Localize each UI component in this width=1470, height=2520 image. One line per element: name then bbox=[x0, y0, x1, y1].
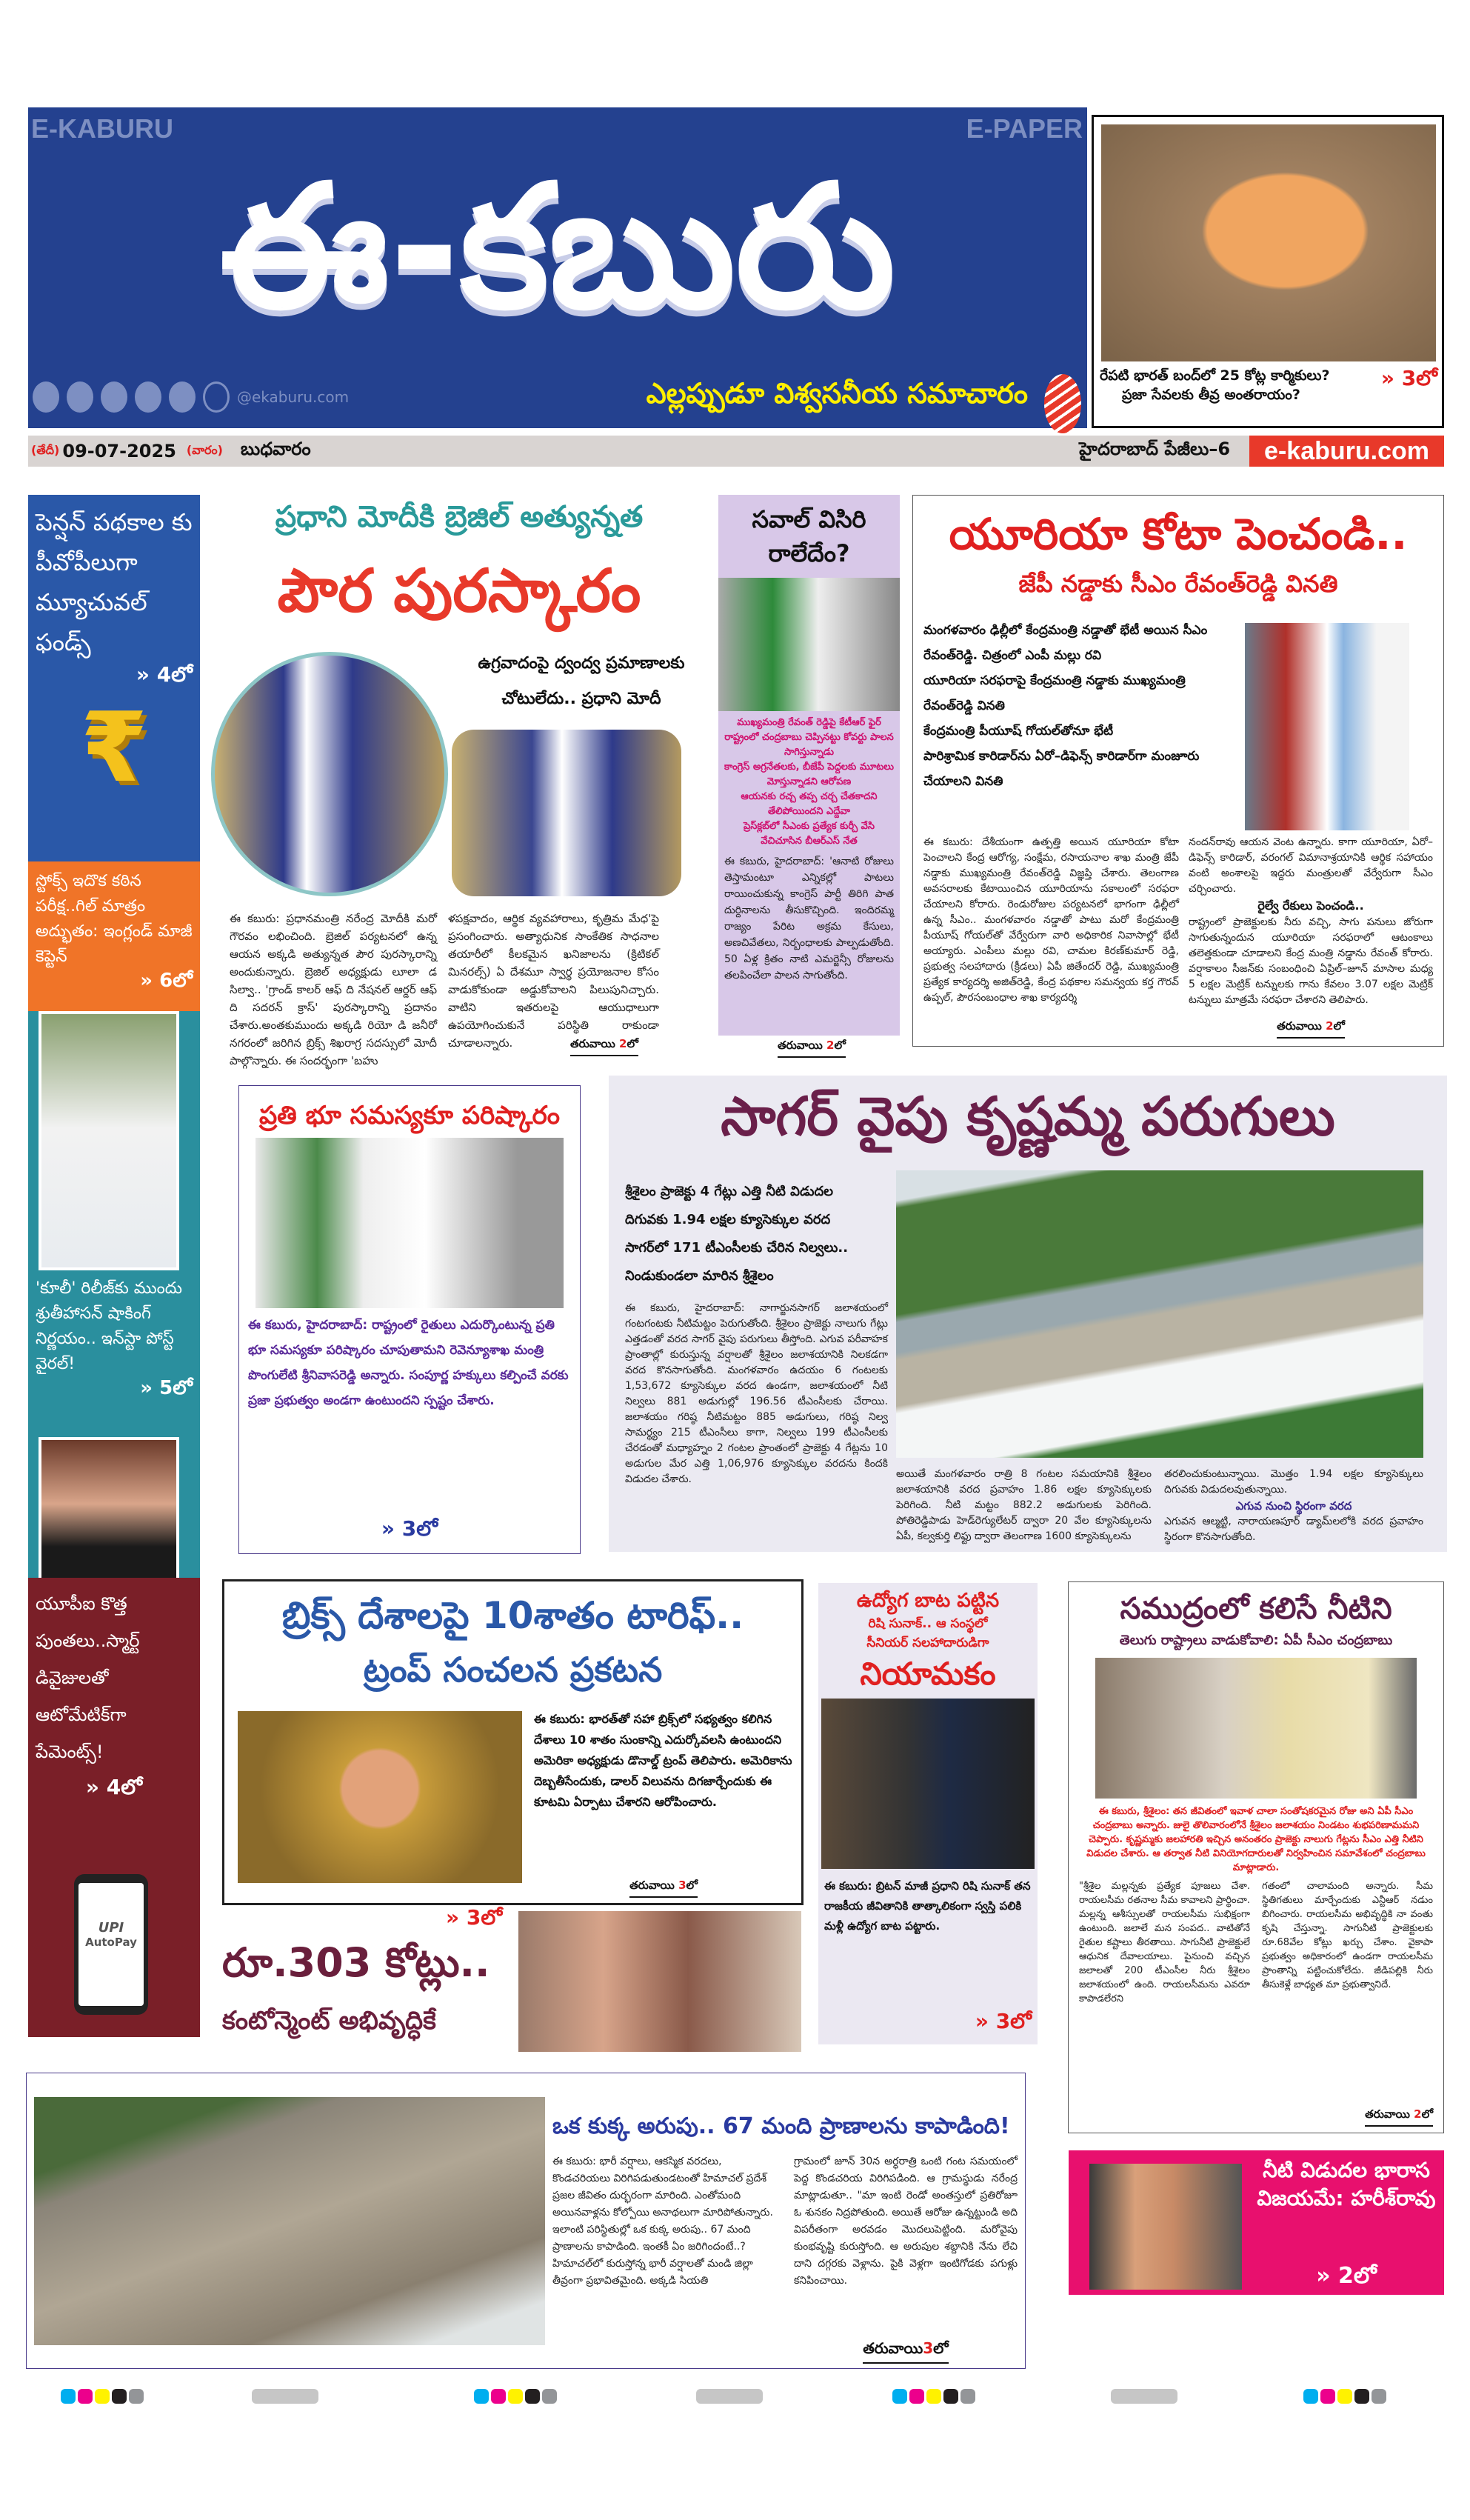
india-chains-image bbox=[1101, 124, 1436, 361]
urea-col2 bbox=[1189, 835, 1433, 1039]
modi-headline: పౌర పురస్కారం bbox=[277, 556, 641, 625]
land-story[interactable] bbox=[238, 1085, 581, 1554]
urea-col2-text bbox=[1189, 835, 1433, 1016]
rishi-ref[interactable]: » 3లో bbox=[975, 2009, 1032, 2033]
rail-text: పెన్షన్ పథకాల కు పీవోపీలుగా మ్యూచువల్ ఫండ్స్ bbox=[36, 508, 193, 656]
sagar-body-col2: అయితే మంగళవారం రాత్రి 8 గంటల సమయానికి శ్రీశైలం జలాశయానికి వరద ప్రవాహం 1.86 లక్షల క్యూసెక్కులకు పెరిగింది. నీటి మట్టం 882.2 అడుగులకు పెరిగింది. పోతిరెడ్డిపాడు హెడ్‌రెగ్యులేటర్ ద్వారా 20 వేల క్యూసెక్కులను ఏపీ, కల్వకుర్తి లిఫ్టు ద్వారా తెలంగాణ 1600 క్యూసెక్కులను bbox=[896, 1468, 1152, 1542]
continued-label: తరువాయి bbox=[863, 2339, 923, 2357]
ktr-body: ఈ కబురు, హైదరాబాద్: 'ఆనాటి రోజులు తెస్తామంటూ ఎన్నికల్లో పాటలు రాయించుకున్న కాంగ్రెస్ పార్టీ తిరిగి పాత దుర్దినాలను తీసుకొచ్చింది. ఇందిరమ్మ రాజ్యం పేరిట అక్రమ కేసులు, అణచివేతలు, నిర్బంధాలకు పాల్పడుతోంది. 50 ఏళ్ల క్రితం నాటి ఎమర్జెన్సీ రోజులను తలపించేలా పాలన సాగుతోంది. bbox=[724, 856, 894, 981]
sagar-col3 bbox=[1164, 1467, 1423, 1550]
continued-suffix: లో bbox=[933, 2339, 949, 2357]
dog-continued[interactable] bbox=[863, 2339, 949, 2364]
teaser-text bbox=[1100, 366, 1437, 404]
bullet: యూరియా సరఫరాపై కేంద్రమంత్రి నడ్డాకు ముఖ్యమంత్రి రేవంత్‌రెడ్డి వినతి bbox=[923, 673, 1186, 713]
landslide-photo bbox=[34, 2097, 545, 2345]
samudram-col2-wrap bbox=[1262, 1879, 1433, 2127]
continued-label: తరువాయి bbox=[1365, 2107, 1410, 2121]
samudram-sub: తెలుగు రాష్ట్రాలు వాడుకోవాలి: ఏపీ సీఎం చంద్రబాబు bbox=[1119, 1633, 1393, 1648]
highlight: ప్రెస్‌క్లబ్‌లో సీఎంకు ప్రత్యేక కుర్చీ వేసి వేచిచూసిన బీఆర్ఎస్ నేత bbox=[743, 821, 875, 847]
teaser-line1: రేపటి భారత్ బంద్‌లో 25 కోట్ల కార్మికులు? bbox=[1100, 367, 1330, 384]
urea-continued[interactable] bbox=[1277, 1019, 1345, 1039]
samudram-headline: సముద్రంలో కలిసే నీటిని bbox=[1120, 1592, 1392, 1626]
samudram-body-col2: గతంలో చాలామంది అన్నారు. సీమ స్థితిగతులు మార్చేందుకు ఎన్టీఆర్ నడుం బిగించారు. రాయలసీమ అభివృద్ధికి నా వంతు కృషి చేస్తున్నా. సాగునీటి ప్రాజెక్టులకు రూ.68వేల కోట్లు ఖర్చు చేశాం. వైకాపా ప్రభుత్వం అధికారంలో ఉండగా రాయలసీమ ప్రాంతాన్ని పట్టించుకోలేదు. జీడిపల్లికి నీరు తీసుకెళ్లే బాధ్యత మా ప్రభుత్వానిదే. bbox=[1262, 1881, 1433, 1990]
rail-ref: » 5లో bbox=[140, 1377, 193, 1399]
brics-body: ఈ కబురు: భారత్‌తో సహా బ్రిక్స్‌లో సభ్యత్వం కలిగిన దేశాలు 10 శాతం సుంకాన్ని ఎదుర్కోవలసి ఉంటుందని అమెరికా అధ్యక్షుడు డొనాల్డ్ ట్రంప్ తెలిపారు. అమెరికాను దెబ్బతీసేందుకు, డాలర్ విలువను దిగజార్చేందుకు ఈ కూటమి ఏర్పాటు చేశారని ఆరోపించారు. bbox=[534, 1712, 792, 1809]
trump-photo bbox=[238, 1711, 522, 1883]
date: 09-07-2025 bbox=[62, 441, 176, 461]
masthead bbox=[28, 107, 1087, 428]
teaser-box[interactable] bbox=[1092, 115, 1444, 428]
color-registration-marks bbox=[0, 2389, 1470, 2407]
rail-item-cricket[interactable] bbox=[28, 861, 200, 1011]
city-pages: హైదరాబాద్ పేజీలు–6 bbox=[1079, 439, 1231, 459]
modi-body-col1: ఈ కబురు: ప్రధానమంత్రి నరేంద్ర మోదీకి మరో గౌరవం లభించింది. బ్రెజిల్ పర్యటనలో ఉన్న ఆయన అక్కడి అత్యున్నత పౌర పురస్కారాన్ని అందుకున్నారు. బ్రెజిల్ అధ్యక్షుడు లూలా డ సిల్వా.. 'గ్రాండ్ కాలర్ ఆఫ్ ది నేషనల్ ఆర్డర్ ఆఫ్ ది సదరన్ క్రాస్' పురస్కారాన్ని ప్రదానం చేశారు.అంతకుముందు అక్కడి రియో డి జనీరో నగరంలో జరిగిన బ్రిక్స్ శిఖరాగ్ర సదస్సులో మోదీ పాల్గొన్నారు. ఈ సందర్భంగా 'బహు bbox=[230, 912, 437, 1067]
teaser-ref[interactable]: » 3లో bbox=[1380, 366, 1437, 390]
rishi-headline: నియామకం bbox=[860, 1656, 996, 1692]
continued-page: 3 bbox=[678, 1879, 686, 1892]
urea-body-col2a: నందన్‌రావు ఆయన వెంట ఉన్నారు. కాగా యూరియా, ఏరో–డిఫెన్స్ కారిడార్, వరంగల్ విమానాశ్రయానికి ఆర్థిక సహాయం వంటి అంశాలపై ఇద్దరు మంత్రులతో వేర్వేరుగా సీఎం చర్చించారు. bbox=[1189, 836, 1433, 895]
samudram-cols bbox=[1079, 1879, 1433, 2127]
dog-story[interactable] bbox=[26, 2073, 1026, 2369]
grey-bar bbox=[696, 2389, 763, 2404]
rail-ref: » 4లో bbox=[136, 662, 193, 687]
continued-page: 3 bbox=[923, 2339, 934, 2357]
cricketer-photo bbox=[39, 1011, 179, 1270]
sagar-bullets bbox=[625, 1178, 888, 1296]
modi-subs bbox=[455, 646, 707, 717]
cmyk-swatch bbox=[892, 2389, 975, 2404]
rail-ref: » 6లో bbox=[140, 970, 193, 992]
sagar-body-col3a: తరలించుకుంటున్నాయి. మొత్తం 1.94 లక్షల క్యూసెక్కులు దిగువకు విడుదలవుతున్నాయి. bbox=[1164, 1468, 1423, 1496]
instagram-icon[interactable] bbox=[169, 381, 196, 413]
continued-page: 2 bbox=[826, 1039, 835, 1052]
bullet: సాగర్‌లో 171 టీఎంసీలకు చేరిన నిల్వలు.. bbox=[625, 1240, 849, 1256]
social-handle[interactable]: @ekaburu.com bbox=[237, 388, 350, 406]
chandrababu-photo bbox=[1095, 1658, 1417, 1799]
teaser-line2: ప్రజా సేవలకు తీవ్ర అంతరాయం? bbox=[1122, 387, 1300, 403]
continued-suffix: లో bbox=[686, 1879, 698, 1892]
rail-text: యూపీఐ కొత్త పుంతలు..స్మార్ట్ డివైజులతో ఆటోమేటిక్‌గా పేమెంట్స్! bbox=[36, 1593, 140, 1762]
grey-bar bbox=[252, 2389, 318, 2404]
highlight: ఆయనకు రచ్చ తప్ప చర్చ చేతకాదని తేలిపోయిందని ఎద్దేవా bbox=[741, 791, 878, 817]
tagline: ఎల్లప్పుడూ విశ్వసనీయ సమాచారం bbox=[646, 377, 1028, 410]
rishi-kicker: ఉద్యోగ బాట పట్టిన bbox=[856, 1590, 1000, 1612]
brics-headline1: బ్రిక్స్ దేశాలపై 10శాతం టారిఫ్.. bbox=[281, 1594, 744, 1637]
modi-sub1: ఉగ్రవాదంపై ద్వంద్వ ప్రమాణాలకు bbox=[478, 654, 685, 673]
globe-icon[interactable] bbox=[203, 381, 230, 413]
continued-suffix: లో bbox=[1333, 1019, 1345, 1033]
ktr-highlights bbox=[718, 711, 900, 853]
sagar-headline: సాగర్ వైపు కృష్ణమ్మ పరుగులు bbox=[721, 1085, 1335, 1147]
harish-story[interactable] bbox=[1069, 2150, 1444, 2295]
urea-sub: జేపీ నడ్డాకు సీఎం రేవంత్‌రెడ్డి వినతి bbox=[1018, 570, 1338, 598]
cmyk-swatch bbox=[474, 2389, 557, 2404]
brics-continued[interactable] bbox=[629, 1879, 698, 1898]
whatsapp-icon[interactable] bbox=[33, 381, 59, 413]
phone-icon bbox=[74, 1874, 148, 2015]
ktr-story[interactable] bbox=[718, 495, 900, 1036]
cmyk-swatch bbox=[1303, 2389, 1386, 2404]
brics-headline2: ట్రంప్ సంచలన ప్రకటన bbox=[363, 1650, 663, 1690]
bullet: దిగువకు 1.94 లక్షల క్యూసెక్కుల వరద bbox=[625, 1212, 831, 1227]
rail-item-mutual-funds[interactable] bbox=[28, 495, 200, 861]
date-label: (తేదీ) bbox=[31, 442, 60, 457]
brics-text bbox=[534, 1709, 793, 1898]
ktr-headline: సవాల్ విసిరి రాలేదేం? bbox=[752, 505, 866, 567]
brand-en: E-KABURU bbox=[31, 113, 173, 144]
kishan-reddy-photo bbox=[518, 1911, 801, 2052]
land-ref[interactable]: » 3లో bbox=[381, 1516, 438, 1541]
highlight: కాంగ్రెస్ అగ్రనేతలకు, బీజేపీ పెద్దలకు మూటలు మోస్తున్నాడని ఆరోపణ bbox=[724, 761, 895, 787]
ktr-photo bbox=[718, 578, 900, 711]
modi-kicker: ప్రధాని మోదీకి బ్రెజిల్ అత్యున్నత bbox=[275, 500, 644, 534]
bullet: కేంద్రమంత్రి పీయూష్ గోయల్‌తోనూ భేటీ bbox=[923, 724, 1114, 739]
sagar-body-col1: ఈ కబురు, హైదరాబాద్: నాగార్జునసాగర్ జలాశయంలో గంటగంటకు నీటిమట్టం పెరుగుతోంది. శ్రీశైలం ప్రాజెక్టు నాలుగు గేట్లు ఎత్తడంతో వరద సాగర్ వైపు పరుగులు తీస్తోంది. ఎగువ పరీవాహక ప్రాంతాల్లో కురుస్తున్న వర్షాలతో శ్రీశైలం జలాశయానికి నిలకడగా వరద కొనసాగుతోంది. మంగళవారం ఉదయం 6 గంటలకు 1,53,672 క్యూసెక్కుల వరద ఉండగా, జలాశయంలో నీటి నిల్వలు 881 అడుగుల్లో 196.56 టీఎంసీలకు చేరాయి. జలాశయం గరిష్ఠ నీటిమట్టం 885 అడుగులు, గరిష్ఠ నిల్వ సామర్థ్యం 215 టీఎంసీలు కాగా, నిల్వలు 199 టీఎంసీలకు చేరడంతో మధ్యాహ్నం 2 గంటల ప్రాంతంలో ప్రాజెక్టు 4 గేట్లను 10 అడుగుల మేర ఎత్తి 1,06,976 క్యూసెక్కుల వరదను కిందకి విడుదల చేశారు. bbox=[625, 1302, 888, 1485]
modi-lula-photo-2 bbox=[452, 730, 681, 896]
urea-bullets bbox=[923, 618, 1235, 829]
dog-col2-wrap bbox=[794, 2153, 1018, 2364]
cantonment-headline2: కంటోన్మెంట్ అభివృద్ధికే bbox=[222, 2006, 436, 2036]
modi-body-col2: ళపక్షవాదం, ఆర్థిక వ్యవహారాలు, కృత్రిమ మేధ'పై ప్రసంగించారు. అత్యాధునిక సాంకేతిక సాధనాల తయారీలో కీలకమైన ఖనిజాలను (క్రిటికల్ మినరల్స్) ఏ దేశమూ స్వార్థ ప్రయోజనాల కోసం వాడుకోకుండా అడ్డుకోవాలని పిలుపునిచ్చారు. వాటిని ఇతరులపై ఆయుధాలుగా ఉపయోగించుకునే పరిస్థితి రాకుండా చూడాలన్నారు. bbox=[448, 912, 659, 1050]
continued-label: తరువాయి bbox=[629, 1879, 675, 1892]
cmyk-swatch bbox=[61, 2389, 144, 2404]
ponguleti-photo bbox=[255, 1138, 564, 1308]
urea-headline: యూరియా కోటా పెంచండి.. bbox=[949, 509, 1408, 559]
dog-headline: ఒక కుక్క అరుపు.. 67 మంది ప్రాణాలను కాపాడింది! bbox=[552, 2113, 1010, 2139]
continued-suffix: లో bbox=[834, 1039, 846, 1052]
twitter-icon[interactable] bbox=[67, 381, 93, 413]
cantonment-headline1: రూ.303 కోట్లు.. bbox=[222, 1939, 490, 1986]
social-icons bbox=[33, 381, 349, 413]
rishi-photo bbox=[821, 1699, 1035, 1869]
logo-swirl-icon bbox=[1044, 374, 1081, 433]
sagar-body-col3b: ఎగువన ఆల్మట్టి, నారాయణపూర్ డ్యామ్‌లలోకి వరద ప్రవాహం స్థిరంగా కొనసాగుతోంది. bbox=[1164, 1516, 1423, 1543]
edition-label: E-PAPER bbox=[966, 113, 1083, 144]
day: బుధవారం bbox=[240, 439, 311, 459]
rishi-sub2: సీనియర్ సలహాదారుడిగా bbox=[866, 1636, 989, 1650]
nadda-revanth-photo bbox=[1245, 623, 1409, 830]
samudram-body-col1: "శ్రీశైల మల్లన్నకు ప్రత్యేక పూజలు చేశా. రాయలసీమ రతనాల సీమ కావాలని ప్రార్థించా. మల్లన్న ఆశీస్సులతో రాయలసీమ సుభిక్షంగా ఉంటుంది. జలాలే మన సంపద.. వాటితోనే రైతుల కష్టాలు తీరతాయి. సాగునీటి ప్రాజెక్టులే ఆధునిక దేవాలయాలు. పైనుంచి వచ్చిన జలాలతో 200 టీఎంసీల నీరు శ్రీశైలం జలాశయంలో ఉంది. రాయలసీమను ఎవరూ కాపాడలేరని bbox=[1079, 1881, 1250, 2004]
date-bar bbox=[28, 436, 1444, 467]
actress-photo bbox=[39, 1437, 179, 1585]
harish-text bbox=[1254, 2156, 1439, 2291]
urea-story[interactable] bbox=[912, 495, 1444, 1047]
rail-text: స్టోక్స్ ఇదొక కఠిన పరీక్ష..గిల్ మాత్రం అద్భుతం: ఇంగ్లండ్ మాజీ కెప్టెన్ bbox=[36, 872, 193, 966]
continued-page: 2 bbox=[619, 1037, 627, 1050]
rishi-body: ఈ కబురు: బ్రిటన్ మాజీ ప్రధాని రిషి సునాక్ తన రాజకీయ జీవితానికి తాత్కాలికంగా స్వస్తి పలికి మళ్లీ ఉద్యోగ బాట పట్టారు. bbox=[824, 1879, 1031, 1933]
continued-label: తరువాయి bbox=[1277, 1019, 1322, 1033]
continued-label: తరువాయి bbox=[778, 1039, 823, 1052]
rishi-sub1: రిషి సునాక్.. ఆ సంస్థలో bbox=[868, 1616, 988, 1631]
highlight: ముఖ్యమంత్రి రేవంత్ రెడ్డిపై కేటీఆర్ ఫైర్ bbox=[737, 717, 881, 728]
rishi-story[interactable] bbox=[818, 1583, 1038, 2044]
continued-suffix: లో bbox=[627, 1037, 638, 1050]
modi-continued[interactable] bbox=[570, 1037, 638, 1056]
sagar-story[interactable] bbox=[609, 1076, 1447, 1552]
harish-ref: » 2లో bbox=[1316, 2263, 1377, 2289]
bullet: నిండుకుండలా మారిన శ్రీశైలం bbox=[625, 1268, 774, 1284]
urea-subhead: రైల్వే రేకులు పెంచండి.. bbox=[1257, 899, 1364, 913]
continued-page: 2 bbox=[1326, 1019, 1334, 1033]
upi-logo: UPI bbox=[98, 1920, 124, 1936]
srisailam-dam-photo bbox=[896, 1170, 1423, 1458]
sagar-subhead: ఎగువ నుంచి స్థిరంగా వరద bbox=[1235, 1499, 1352, 1513]
ktr-continued[interactable] bbox=[778, 1039, 846, 1058]
rail-text: 'కూలీ' రిలీజ్‌కు ముందు శ్రుతీహాసన్ షాకింగ్ నిర్ణయం.. ఇన్‌స్టా పోస్ట్ వైరల్! bbox=[36, 1279, 182, 1373]
masthead-title: ఈ-కబురు bbox=[219, 149, 896, 347]
facebook-icon[interactable] bbox=[101, 381, 127, 413]
rail-item-upi[interactable] bbox=[28, 1578, 200, 2037]
samudram-story[interactable] bbox=[1068, 1581, 1444, 2133]
continued-suffix: లో bbox=[1421, 2107, 1433, 2121]
site-link[interactable]: e-kaburu.com bbox=[1249, 436, 1444, 467]
urea-body-col2b: రాష్ట్రంలో ప్రాజెక్టులకు నీరు వచ్చి, సాగు పనులు జోరుగా సాగుతున్నందున యూరియా సరఫరాలో ఆటంకాలు తలెత్తకుండా చూడాలని కేంద్ర మంత్రి నడ్డాను రేవంత్ కోరారు. వర్షాకాలం సీజన్‌కు సంబంధించి ఏప్రిల్–జూన్ మాసాల మధ్య 5 లక్షల మెట్రిక్ టన్నులకు గాను కేవలం 3.07 లక్షల మెట్రిక్ టన్నులు మాత్రమే సరఫరా చేశారని తెలిపారు. bbox=[1189, 916, 1433, 1006]
autopay-label: AutoPay bbox=[85, 1936, 137, 1949]
rupee-icon: ₹ bbox=[80, 691, 148, 804]
continued-label: తరువాయి bbox=[570, 1037, 615, 1050]
rail-item-shruti[interactable] bbox=[28, 1011, 200, 1578]
modi-lula-photo-1 bbox=[211, 652, 448, 896]
grey-bar bbox=[1111, 2389, 1177, 2404]
bullet: పారిశ్రామిక కారిడార్‌ను ఏరో–డిఫెన్స్ కారిడార్‌గా మంజూరు చేయాలని వినతి bbox=[923, 749, 1200, 789]
harish-headline: నీటి విడుదల భారాస విజయమే: హరీశ్‌రావు bbox=[1257, 2158, 1436, 2210]
highlight: రాష్ట్రంలో చంద్రబాబు చెప్పినట్టు కోవర్టు పాలన సాగిస్తున్నాడు bbox=[724, 732, 894, 758]
dog-body-col1: ఈ కబురు: భారీ వర్షాలు, ఆకస్మిక వరదలు, కొండచరియలు విరిగిపడుతుండటంతో హిమాచల్ ప్రదేశ్ ప్రజల జీవితం దుర్భరంగా మారింది. ఎంతోమంది అయినవాళ్లను కోల్పోయి అనాథలుగా మారిపోతున్నారు. ఇలాంటి పరిస్థితుల్లో ఒక కుక్క అరుపు.. 67 మంది ప్రాణాలను కాపాడింది. ఇంతకీ ఏం జరిగిందంటే..? హిమాచల్‌లో కురుస్తోన్న భారీ వర్షాలతో మండి జిల్లా తీవ్రంగా ప్రభావితమైంది. అక్కడి సియతి bbox=[552, 2156, 773, 2287]
samudram-continued[interactable] bbox=[1365, 2107, 1433, 2127]
harish-rao-photo bbox=[1089, 2164, 1242, 2290]
dog-body-col2: గ్రామంలో జూన్ 30న అర్ధరాత్రి ఒంటి గంట సమయంలో పెద్ద కొండచరియ విరిగిపడింది. ఆ గ్రామస్థుడు నరేంద్ర మాట్లాడుతూ.. "మా ఇంటి రెండో అంతస్తులో ప్రతిరోజూ ఓ శునకం నిద్రపోతుంది. అయితే ఆరోజు ఉన్నట్టుండి అది విపరీతంగా అరవడం మొదలుపెట్టింది. మరోవైపు కుంభవృష్టి కురుస్తోంది. ఆ అరుపుల శబ్దానికి నేను లేచి దాని దగ్గరకు వెళ్లాను. పైకి వెళ్లగా ఇంటిగోడకు పగుళ్లు కనిపించాయి. bbox=[794, 2156, 1018, 2287]
cantonment-ref[interactable]: » 3లో bbox=[446, 1905, 503, 1930]
brics-story[interactable] bbox=[222, 1579, 804, 1905]
day-label: (వారం) bbox=[186, 442, 223, 457]
bullet: శ్రీశైలం ప్రాజెక్టు 4 గేట్లు ఎత్తి నీటి విడుదల bbox=[625, 1184, 833, 1199]
urea-body-col1: ఈ కబురు: దేశీయంగా ఉత్పత్తి అయిన యూరియా కోటా పెంచాలని కేంద్ర ఆరోగ్య, సంక్షేమ, రసాయనాల శాఖ మంత్రి జేపీ నడ్డాకు ముఖ్యమంత్రి రేవంత్‌రెడ్డి విజ్ఞప్తి చేశారు. తెలంగాణ అవసరాలకు కేటాయించిన యూరియాను సకాలంలో సరఫరా చేయాలని కోరారు. రెండురోజుల పర్యటనలో భాగంగా ఢిల్లీలో ఉన్న సీఎం.. మంగళవారం నడ్డాతో పాటు మరో కేంద్రమంత్రి పీయూష్ గోయల్‌తో వేర్వేరుగా వారి అధికారిక నివాసాల్లో భేటీ అయ్యారు. ఎంపీలు మల్లు రవి, చామల కిరణ్‌కుమార్ రెడ్డి, ప్రభుత్వ సలహాదారు (క్రీడలు) ఏపీ జితేందర్ రెడ్డి, ముఖ్యమంత్రి ప్రత్యేక కార్యదర్శి అజిత్‌రెడ్డి, కేంద్ర పథకాల సమన్వయ కర్త గౌరవ్ ఉప్పల్, పౌరసంబంధాల శాఖ కార్యదర్శి bbox=[923, 836, 1179, 1004]
youtube-icon[interactable] bbox=[135, 381, 161, 413]
rail-text-block bbox=[36, 1276, 193, 1404]
modi-sub2: చోటులేదు.. ప్రధాని మోదీ bbox=[501, 690, 661, 708]
land-body: ఈ కబురు, హైదరాబాద్: రాష్ట్రంలో రైతులు ఎదుర్కొంటున్న ప్రతి భూ సమస్యకూ పరిష్కారం చూపుతామని రెవెన్యూశాఖ మంత్రి పొంగులేటి శ్రీనివాసరెడ్డి అన్నారు. సంపూర్ణ హక్కులు కల్పించే వరకు ప్రజా ప్రభుత్వం అండగా ఉంటుందని స్పష్టం చేశారు. bbox=[248, 1318, 569, 1408]
samudram-lead: ఈ కబురు, శ్రీశైలం: తన జీవితంలో ఇవాళ చాలా సంతోషకరమైన రోజు అని ఏపీ సీఎం చంద్రబాబు అన్నారు. జులై తొలివారంలోనే శ్రీశైలం జలాశయం నిండటం శుభపరిణామమని చెప్పారు. కృష్ణమ్మకు జలహారతి ఇచ్చిన అనంతరం ప్రాజెక్టు నాలుగు గేట్లను సీఎం ఎత్తి నీటిని విడుదల చేశారు. ఆ తర్వాత నీటి వినియోగదారులతో నిర్వహించిన సమావేశంలో చంద్రబాబు మాట్లాడారు. bbox=[1086, 1806, 1426, 1873]
bullet: మంగళవారం ఢిల్లీలో కేంద్రమంత్రి నడ్డాతో భేటీ అయిన సీఎం రేవంత్‌రెడ్డి. చిత్రంలో ఎంపీ మల్లు రవి bbox=[923, 623, 1208, 663]
rail-ref: » 4లో bbox=[85, 1775, 143, 1799]
land-headline: ప్రతి భూ సమస్యకూ పరిష్కారం bbox=[258, 1101, 560, 1130]
continued-page: 2 bbox=[1414, 2107, 1422, 2121]
